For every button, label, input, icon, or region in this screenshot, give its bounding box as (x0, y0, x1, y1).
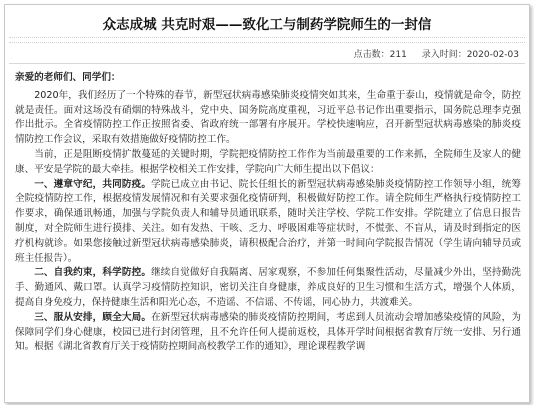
paragraph-lead: 三、服从安排，顾全大局。 (34, 311, 152, 323)
paragraph-text: 继续自觉做好自我隔离、居家观察，不参加任何集聚性活动，尽量减少外出，坚持勤洗手、勤通风、戴口罩。认真学习疫情防控知识，密切关注自身健康，养成良好的卫生习惯和生活方式，增强个人体质，提高自身免疫力，保持健康生活和阳光心态，不造谣、不信谣、不传谣，同心协力，共渡难关。 (15, 267, 522, 308)
letter-body (15, 71, 521, 355)
greeting: 亲爱的老师们、同学们： (15, 72, 121, 83)
title-divider (9, 37, 525, 43)
paragraph-lead: 一、遵章守纪，共同防疫。 (34, 178, 152, 190)
meta-divider (9, 63, 525, 64)
letter-window (4, 4, 530, 403)
paragraph (15, 89, 521, 148)
entry-date: 录入时间：2020-02-03 (421, 50, 519, 60)
paragraph (15, 311, 521, 355)
paragraph-text: 当前，正是阻断疫情扩散蔓延的关键时期，学院把疫情防控工作作为当前最重要的工作来抓，全院师生及家人的健康、平安是学院的最大牵挂。根据学校相关工作安排，学院向广大师生提出以下倡议： (15, 148, 521, 175)
click-count: 点击数：211 (353, 50, 407, 60)
paragraph (15, 266, 521, 310)
paragraph (15, 178, 521, 267)
paragraph-text: 在新型冠状病毒感染的肺炎疫情防控期间，考虑到人员流动会增加感染疫情的风险，为保障同学们身心健康，校园已进行封闭管理，且不允许任何人提前返校，具体开学时间根据省教育厅统一安排、另行通知。根据《湖北省教育厅关于疫情防控期间高校教学工作的通知》，理论课程教学调 (15, 311, 522, 353)
paragraph-text: 2020年，我们经历了一个特殊的春节，新型冠状病毒感染肺炎疫情突如其来，生命重于泰山，疫情就是命令，防控就是责任。面对这场没有硝烟的特殊战斗，党中央、国务院高度重视，习近平总书记作出重要指示，国务院总理李克强作出批示。全省疫情防控工作正按照省委、省政府统一部署有序展开。学校快速响应，召开新型冠状病毒感染的肺炎疫情防控工作会议，采取有效措施做好疫情防控工作。 (15, 89, 521, 146)
paragraph (15, 148, 521, 178)
page-title: 众志成城 共克时艰——致化工与制药学院师生的一封信 (102, 17, 432, 33)
meta-bar (342, 47, 519, 60)
paragraph-text: 学院已成立由书记、院长任组长的新型冠状病毒感染肺炎疫情防控工作领导小组，统筹全院疫情防控工作，根据疫情发展情况和有关要求强化疫情研判，积极做好防控工作。请全院师生严格执行疫情防控工作要求，确保通讯畅通，加强与学院负责人和辅导员通讯联系，随时关注学校、学院工作安排。学院建立了信息日报告制度，对全院师生进行摸排、关注。如有发热、干咳、乏力、呼吸困难等症状时，不慌张、不盲从，请及时到指定的医疗机构就诊。如果您接触过新型冠状病毒感染肺炎，请积极配合治疗，并第一时间向学院报告情况（学生请向辅导员或班主任报告）。 (15, 178, 522, 264)
paragraph-lead: 二、自我约束，科学防控。 (34, 267, 152, 279)
